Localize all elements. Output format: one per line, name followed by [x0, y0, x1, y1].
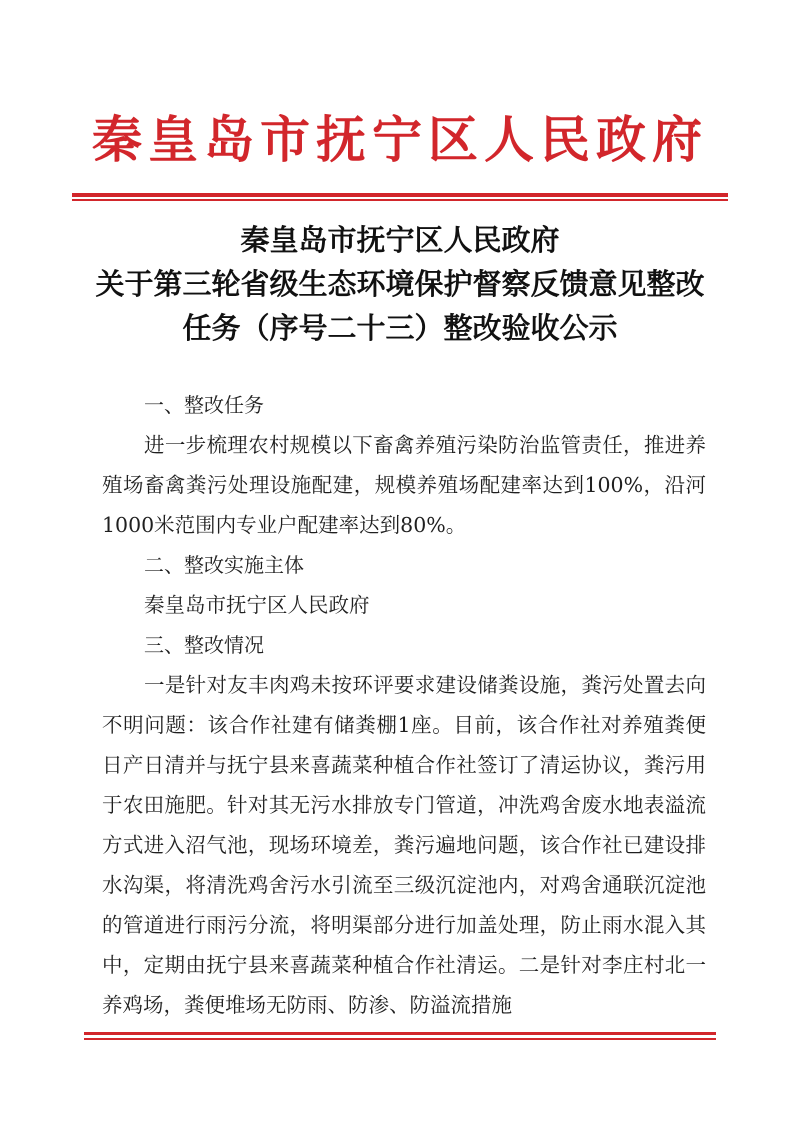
document-title-line-2: 关于第三轮省级生态环境保护督察反馈意见整改: [95, 267, 705, 301]
issuing-authority-header: 秦皇岛市抚宁区人民政府: [92, 110, 708, 169]
footer-red-rule-thick: [84, 1032, 716, 1035]
document-title-line-3: 任务（序号二十三）整改验收公示: [182, 311, 618, 345]
footer-red-rule-thin: [84, 1038, 716, 1040]
header-red-rule-thin: [72, 199, 728, 201]
section-text-task: 进一步梳理农村规模以下畜禽养殖污染防治监管责任，推进养殖场畜禽粪污处理设施配建，规模养殖场配建率达到100%，沿河1000米范围内专业户配建率达到80%。: [102, 433, 706, 537]
header-red-rule-thick: [72, 193, 728, 197]
section-heading-task: 一、整改任务: [144, 393, 264, 417]
section-text-status: 一是针对友丰肉鸡未按环评要求建设储粪设施，粪污处置去向不明问题：该合作社建有储粪棚1座。目前，该合作社对养殖粪便日产日清并与抚宁县来喜蔬菜种植合作社签订了清运协议，粪污用于农田施肥。针对其无污水排放专门管道，冲洗鸡舍废水地表溢流方式进入沼气池，现场环境差，粪污遍地问题，该合作社已建设排水沟渠，将清洗鸡舍污水引流至三级沉淀池内，对鸡舍通联沉淀池的管道进行雨污分流，将明渠部分进行加盖处理，防止雨水混入其中，定期由抚宁县来喜蔬菜种植合作社清运。二是针对李庄村北一养鸡场，粪便堆场无防雨、防渗、防溢流措施: [102, 673, 706, 1017]
section-heading-subject: 二、整改实施主体: [144, 553, 304, 577]
section-text-subject: 秦皇岛市抚宁区人民政府: [144, 593, 370, 617]
document-body: [102, 385, 706, 1025]
section-heading-status: 三、整改情况: [144, 633, 264, 657]
document-title-line-1: 秦皇岛市抚宁区人民政府: [240, 223, 560, 257]
